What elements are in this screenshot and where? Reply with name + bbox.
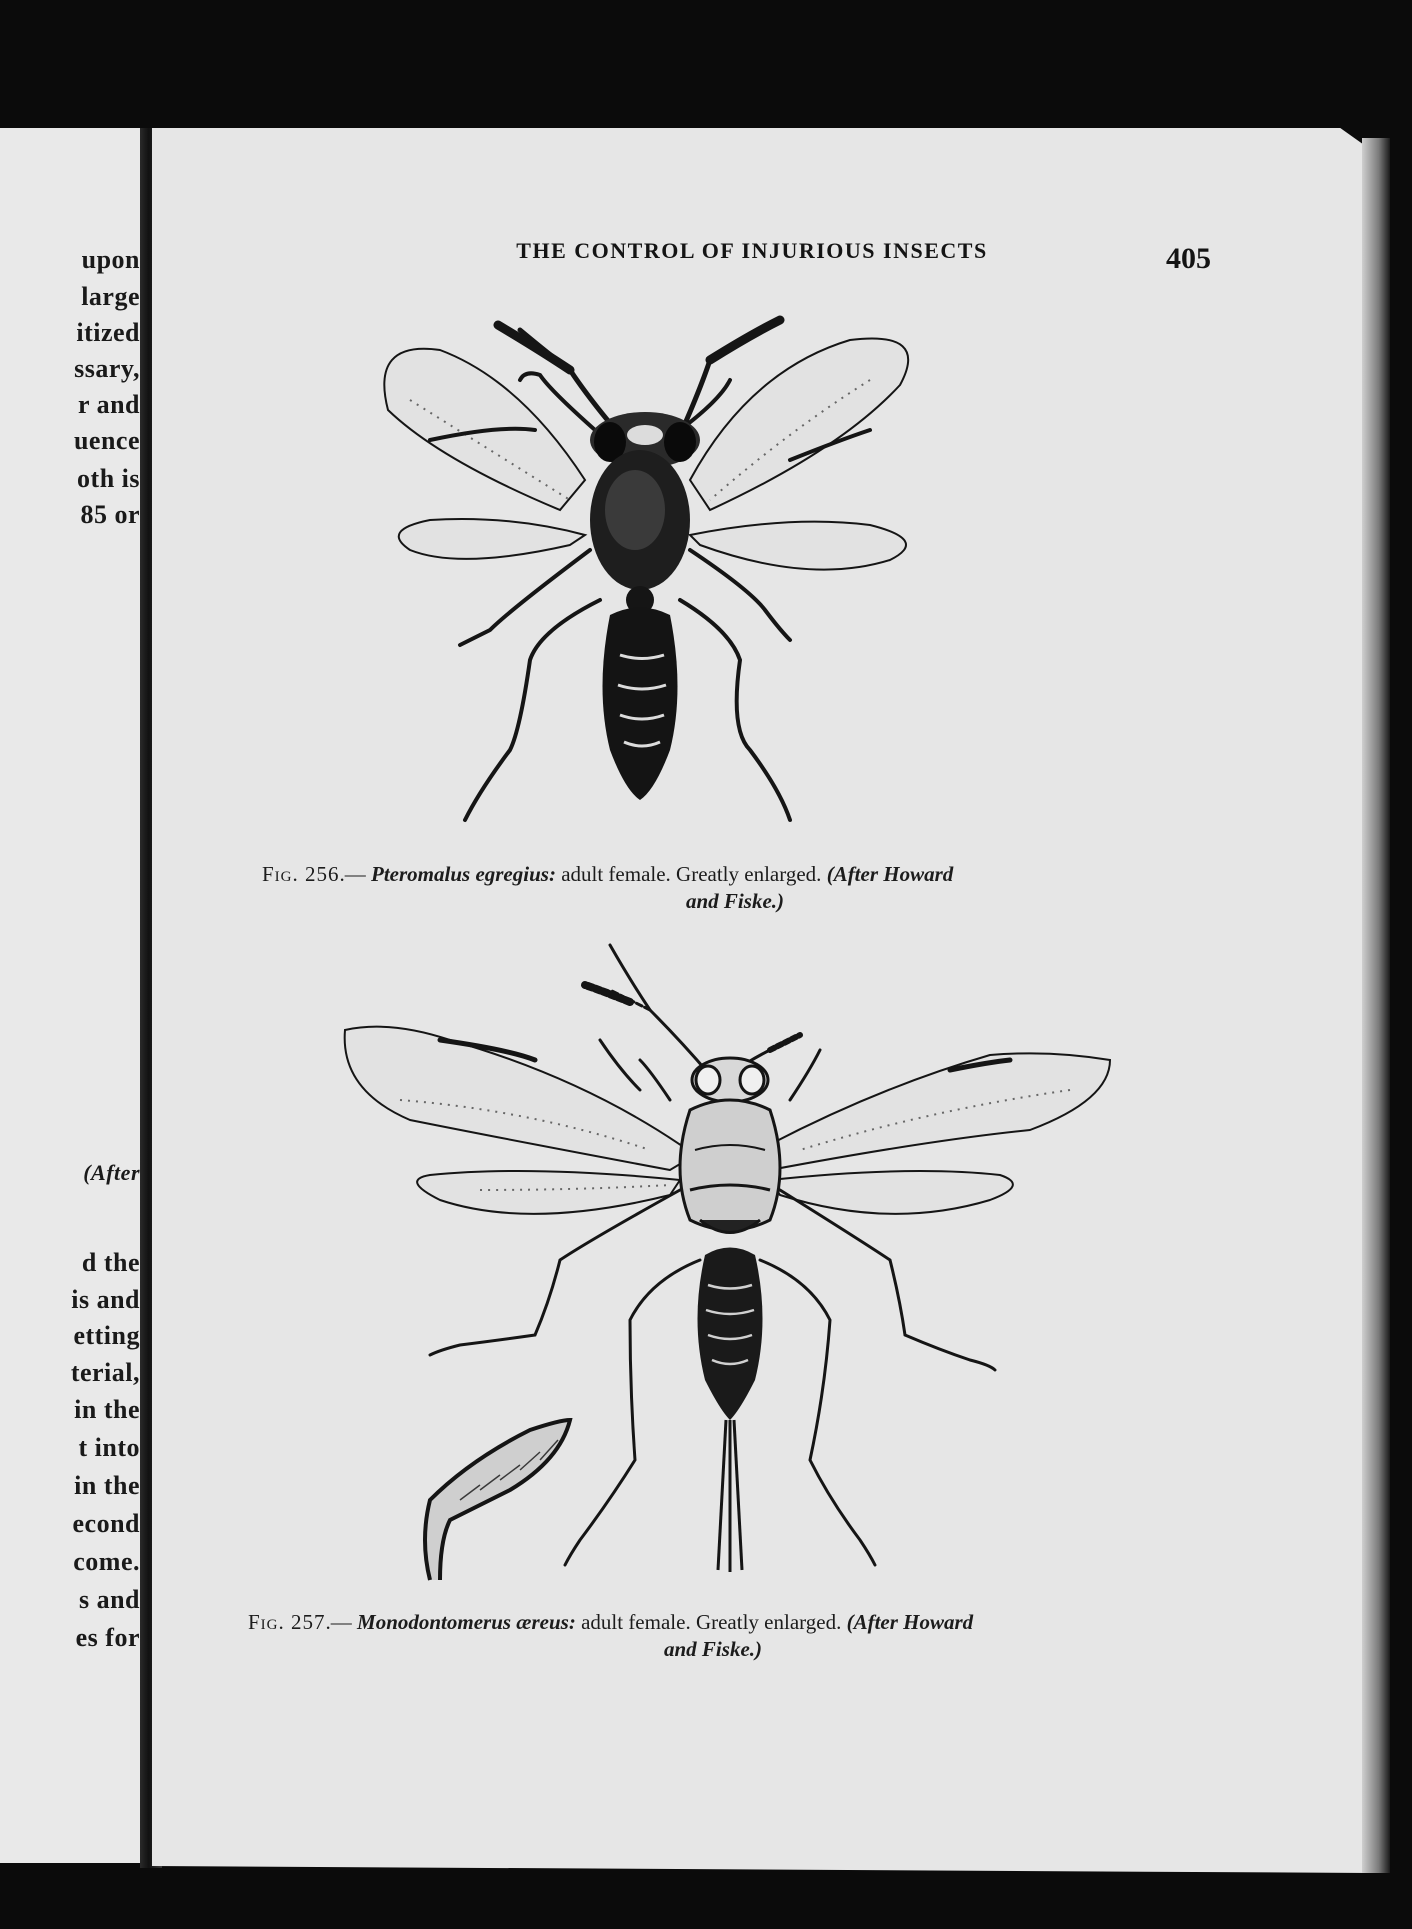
figure-256-description: adult female. Greatly enlarged. [561,862,822,886]
figure-257-species: Monodontomerus æreus: [357,1610,576,1634]
left-line: large [81,282,140,311]
figure-256-caption-continued: and Fiske.) [686,889,785,913]
left-line: uence [73,426,140,455]
left-line: in the [74,1471,140,1500]
left-line: is and [71,1285,140,1314]
figure-257-wasp-illustration [330,940,1130,1590]
figure-256-caption: Fig. 256.— Pteromalus egregius: adult female. Greatly enlarged. (After Howard [262,862,954,886]
left-line: come. [73,1547,140,1576]
left-page [0,128,152,1863]
left-line: s and [78,1585,140,1614]
page-edge [1362,138,1390,1873]
figure-257-caption-continued: and Fiske.) [664,1637,763,1661]
left-line: oth is [77,464,140,493]
figure-256-label: Fig. 256 [262,862,340,886]
left-line: t into [78,1433,140,1462]
left-line: in the [74,1395,140,1424]
page-number: 405 [1166,242,1211,275]
figure-256-species: Pteromalus egregius: [371,862,556,886]
left-line: itized [76,318,140,347]
left-line: terial, [70,1358,140,1387]
figure-257-label: Fig. 257 [248,1610,326,1634]
left-line: etting [73,1321,140,1350]
figure-257-caption: Fig. 257.— Monodontomerus æreus: adult female. Greatly enlarged. (After Howard [248,1610,974,1634]
left-line: es for [75,1623,140,1652]
figure-257-description: adult female. Greatly enlarged. [581,1610,842,1634]
left-line: econd [72,1509,140,1538]
left-line: ssary, [74,354,140,383]
left-line: d the [81,1248,140,1277]
figure-257-attribution: (After Howard [846,1610,974,1634]
left-line: 85 or [80,500,140,529]
running-head: THE CONTROL OF INJURIOUS INSECTS [516,238,988,263]
figure-256-wasp-illustration [370,310,1110,870]
figure-256-attribution: (After Howard [826,862,954,886]
left-line: upon [81,245,140,274]
left-line: r and [78,390,140,419]
left-after-label: (After [83,1160,140,1185]
